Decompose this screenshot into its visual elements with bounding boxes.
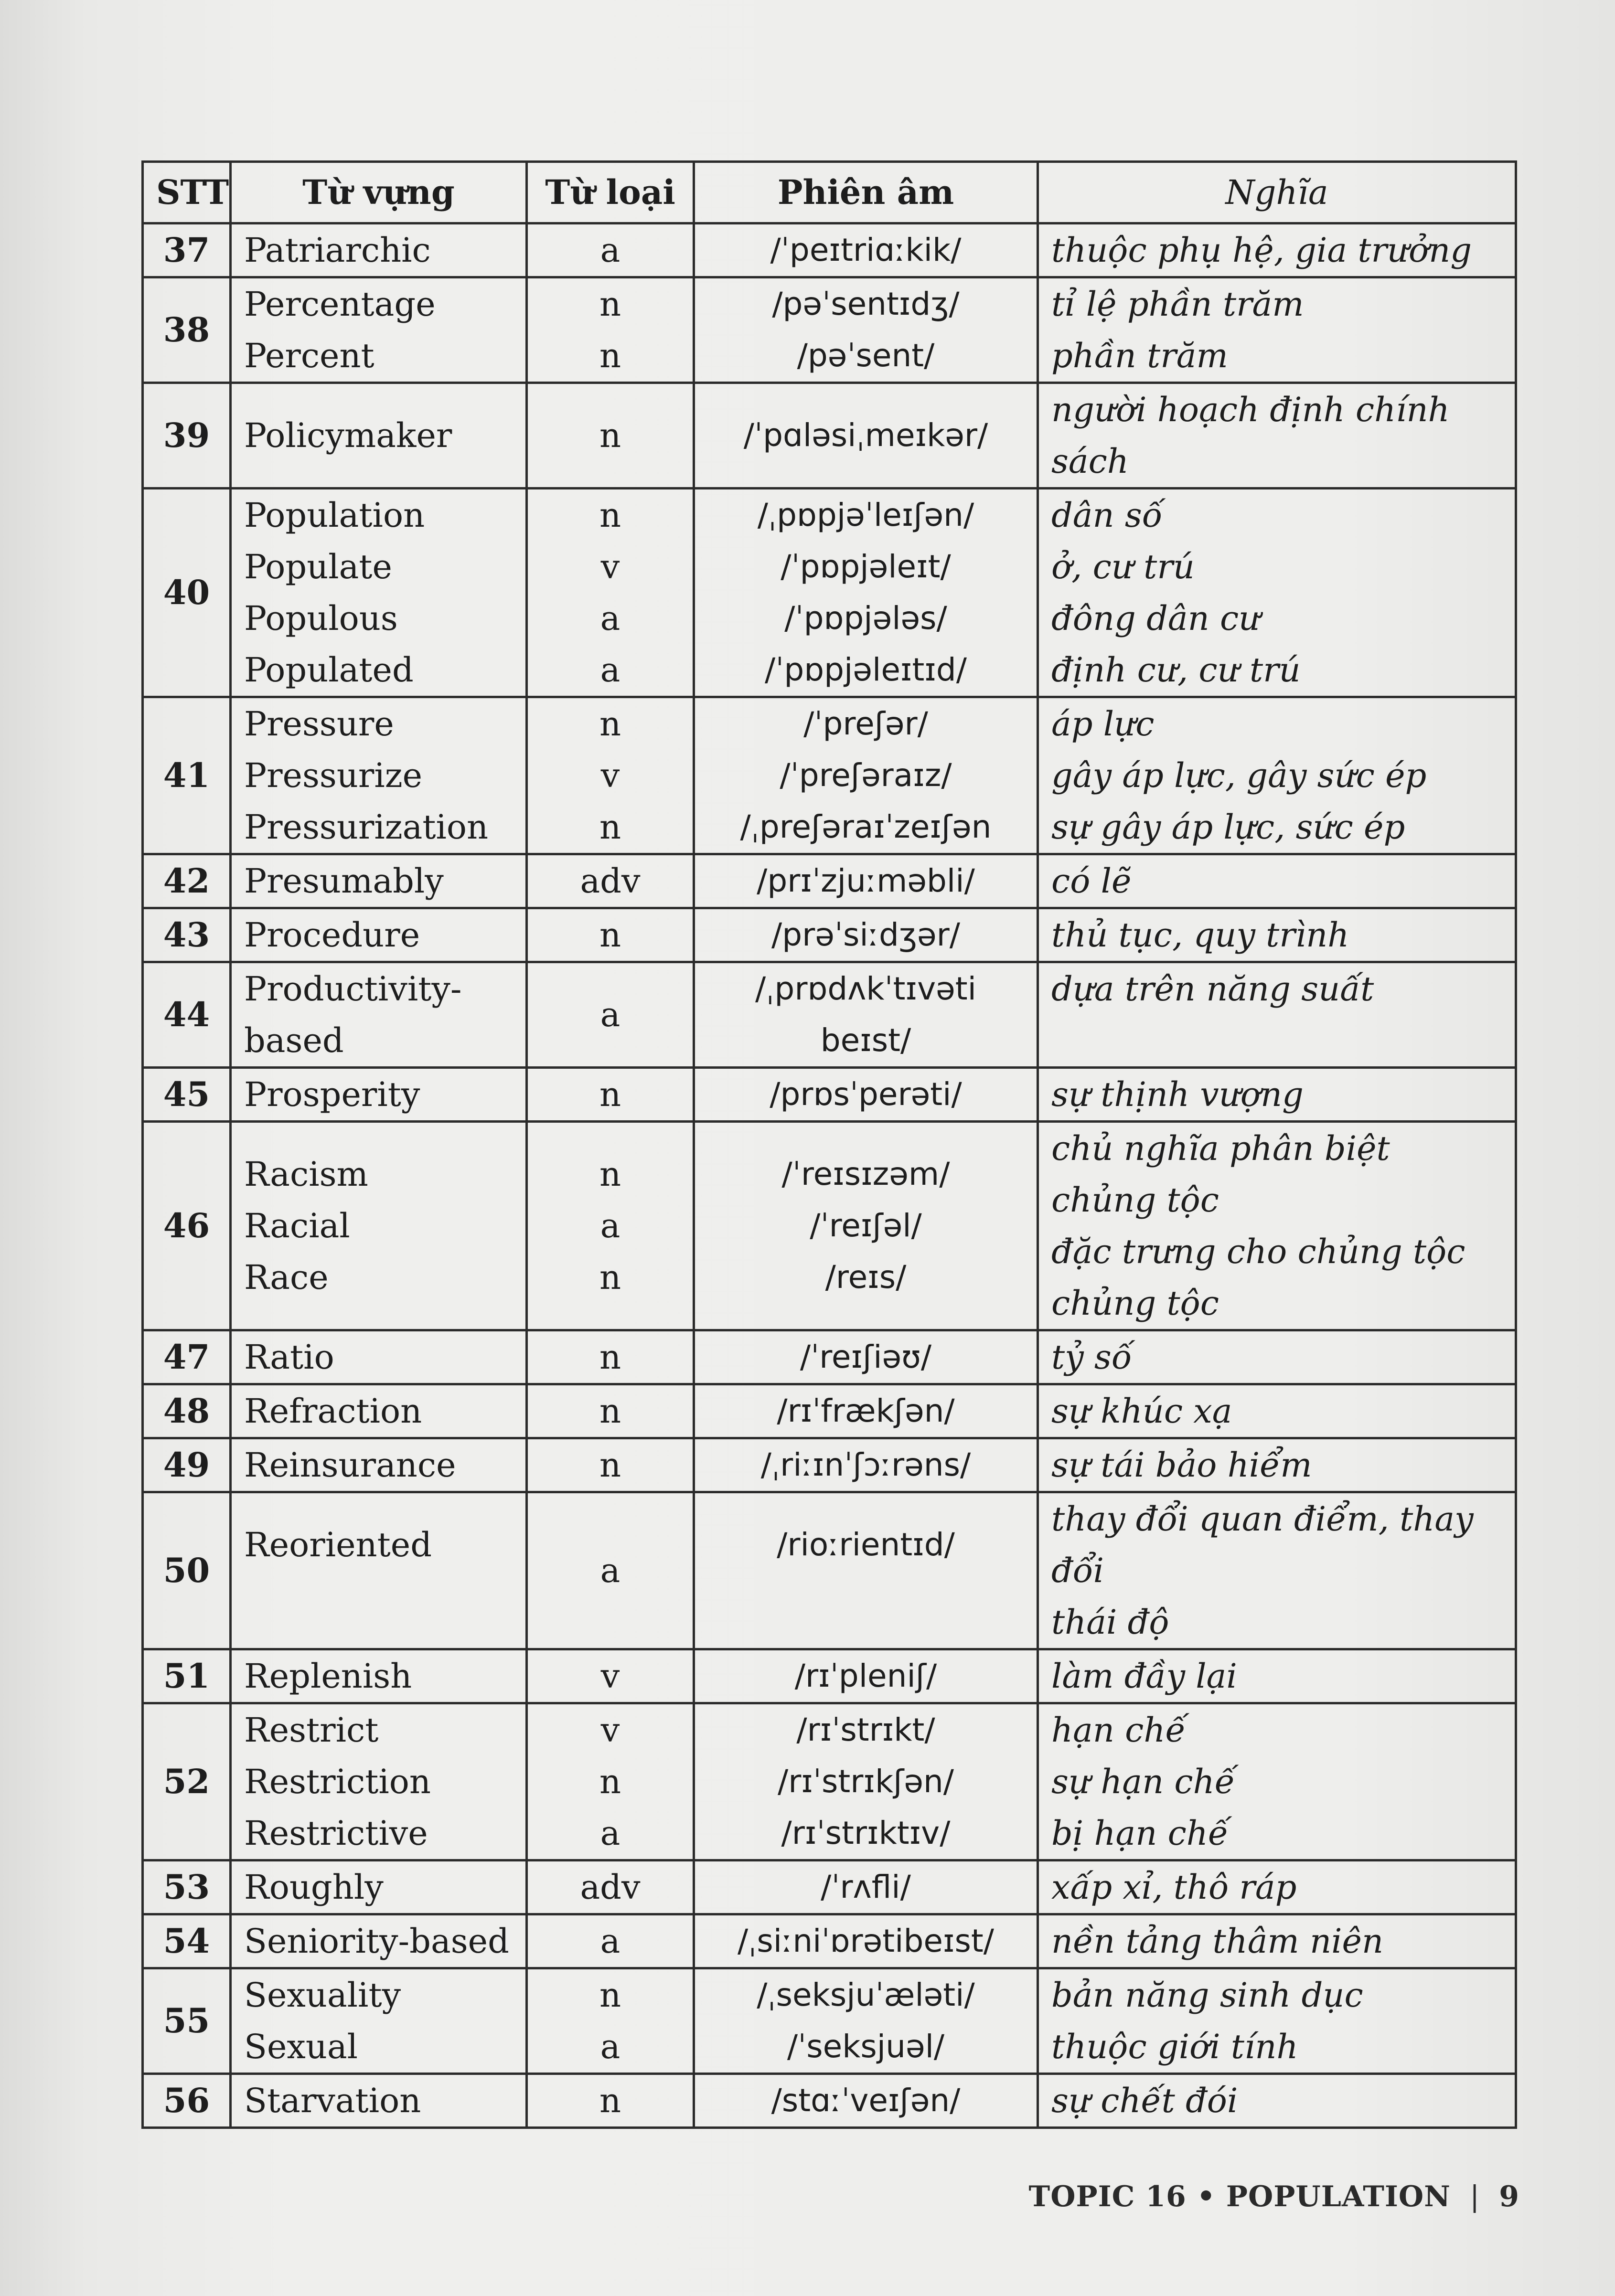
vocab-word: Roughly: [244, 1868, 384, 1907]
word-type: n: [599, 416, 621, 455]
word-type: v: [600, 1657, 620, 1696]
word-type: adv: [580, 1868, 641, 1907]
word-type: adv: [580, 861, 641, 901]
table-row: [143, 489, 1516, 697]
vocab-word-cell: [231, 2074, 527, 2128]
word-type-cell: [527, 1703, 694, 1860]
row-number: 42: [143, 854, 231, 908]
meaning-cell: [1038, 854, 1516, 908]
meaning: đông dân cư: [1051, 599, 1261, 638]
header-word-type: Từ loại: [527, 162, 694, 223]
word-type-cell: [527, 1492, 694, 1649]
vocab-word: Populated: [244, 650, 414, 690]
word-type-cell: [527, 1122, 694, 1330]
meaning-cell: [1038, 1438, 1516, 1492]
pronunciation: /ˈseksjuəl/: [787, 2028, 945, 2065]
meaning-cell: [1038, 908, 1516, 962]
word-type-cell: [527, 1649, 694, 1703]
vocab-word: Procedure: [244, 915, 420, 955]
vocab-word: Starvation: [244, 2081, 421, 2120]
vocab-word: Pressurization: [244, 808, 489, 847]
row-number: 55: [143, 1968, 231, 2074]
table-row: [143, 383, 1516, 489]
pronunciation-cell: [694, 223, 1038, 277]
vocab-word: Reinsurance: [244, 1446, 456, 1485]
meaning: nền tảng thâm niên: [1051, 1922, 1384, 1961]
row-number: 56: [143, 2074, 231, 2128]
pronunciation: /rioːrientɪd/: [777, 1526, 955, 1563]
row-number: 47: [143, 1330, 231, 1384]
pronunciation: /ˌseksjuˈæləti/: [757, 1977, 975, 2013]
row-number: 44: [143, 962, 231, 1068]
meaning: gây áp lực, gây sức ép: [1051, 756, 1427, 795]
vocab-word: Ratio: [244, 1338, 334, 1377]
table-row: [143, 1968, 1516, 2074]
word-type: n: [599, 496, 621, 535]
meaning: định cư, cư trú: [1051, 650, 1301, 690]
word-type-cell: [527, 908, 694, 962]
word-type: n: [599, 1762, 621, 1801]
word-type: n: [599, 1155, 621, 1194]
vocab-word: Prosperity: [244, 1075, 420, 1114]
pronunciation: /rɪˈpleniʃ/: [794, 1658, 937, 1694]
table-row: [143, 1492, 1516, 1649]
meaning-cell: [1038, 1703, 1516, 1860]
pronunciation: /prəˈsiːdʒər/: [771, 916, 960, 953]
pronunciation: /ˌpɒpjəˈleɪʃən/: [757, 497, 974, 533]
page-footer: [1029, 2180, 1519, 2213]
pronunciation-cell: [694, 1068, 1038, 1122]
row-number: 45: [143, 1068, 231, 1122]
vocab-word-cell: [231, 854, 527, 908]
row-number: 41: [143, 697, 231, 854]
word-type: n: [599, 808, 621, 847]
pronunciation-cell: [694, 962, 1038, 1068]
word-type: a: [600, 231, 620, 270]
vocabulary-table: [141, 160, 1517, 2129]
word-type: a: [600, 1922, 620, 1961]
word-type: n: [599, 1976, 621, 2015]
pronunciation-cell: [694, 1914, 1038, 1968]
pronunciation-cell: [694, 489, 1038, 697]
table-header-row: [143, 162, 1516, 223]
pronunciation: /rɪˈstrɪktɪv/: [781, 1815, 951, 1851]
vocab-word: Restrictive: [244, 1814, 428, 1853]
table-row: [143, 1068, 1516, 1122]
vocab-word-cell: [231, 1968, 527, 2074]
header-meaning: Nghĩa: [1038, 162, 1516, 223]
vocab-word: Seniority-based: [244, 1922, 509, 1961]
row-number: 39: [143, 383, 231, 489]
vocab-word-cell: [231, 697, 527, 854]
word-type: a: [600, 995, 620, 1034]
pronunciation-cell: [694, 1649, 1038, 1703]
word-type: a: [600, 1206, 620, 1245]
word-type: n: [599, 704, 621, 744]
vocab-word: Race: [244, 1258, 329, 1297]
word-type-cell: [527, 383, 694, 489]
word-type: n: [599, 915, 621, 955]
table-body: [143, 223, 1516, 2128]
word-type: a: [600, 1551, 620, 1590]
meaning: hạn chế: [1051, 1711, 1186, 1750]
meaning-cell: [1038, 962, 1516, 1068]
meaning-cell: [1038, 1384, 1516, 1438]
vocab-word: Sexuality: [244, 1976, 401, 2015]
meaning: chủ nghĩa phân biệt chủng tộc: [1051, 1129, 1390, 1220]
table-row: [143, 1703, 1516, 1860]
table-row: [143, 854, 1516, 908]
pronunciation: /rɪˈstrɪkʃən/: [777, 1763, 954, 1800]
word-type-cell: [527, 697, 694, 854]
word-type-cell: [527, 277, 694, 383]
table-row: [143, 2074, 1516, 2128]
meaning: sự chết đói: [1051, 2081, 1238, 2120]
vocab-word-continued: [244, 1571, 513, 1622]
pronunciation-cell: [694, 1330, 1038, 1384]
vocab-word: Refraction: [244, 1392, 422, 1431]
pronunciation-cell: [694, 908, 1038, 962]
row-number: 43: [143, 908, 231, 962]
page-number: 9: [1499, 2180, 1519, 2213]
word-type: a: [600, 2027, 620, 2066]
pronunciation-cell: [694, 1968, 1038, 2074]
meaning-continued: [1051, 1015, 1502, 1066]
meaning-cell: [1038, 1860, 1516, 1914]
vocab-word: Reoriented: [244, 1525, 432, 1564]
pronunciation: /ˈpɒpjəleɪt/: [781, 548, 951, 585]
meaning: thuộc giới tính: [1051, 2027, 1298, 2066]
pronunciation: /ˌprɒdʌkˈtɪvəti: [755, 970, 976, 1007]
pronunciation: /ˈrʌfli/: [821, 1869, 911, 1905]
word-type-cell: [527, 854, 694, 908]
pronunciation: /pəˈsent/: [797, 337, 935, 374]
row-number: 50: [143, 1492, 231, 1649]
pronunciation: /ˈpɒpjələs/: [784, 600, 947, 637]
pronunciation: /pəˈsentɪdʒ/: [772, 286, 960, 322]
vocab-word: Restriction: [244, 1762, 431, 1801]
word-type: n: [599, 1446, 621, 1485]
pronunciation: /rɪˈstrɪkt/: [796, 1711, 935, 1748]
row-number: 48: [143, 1384, 231, 1438]
meaning-cell: [1038, 1649, 1516, 1703]
meaning-cell: [1038, 697, 1516, 854]
vocab-word-cell: [231, 1438, 527, 1492]
row-number: 51: [143, 1649, 231, 1703]
word-type-cell: [527, 1384, 694, 1438]
header-word: Từ vựng: [231, 162, 527, 223]
pronunciation: /ˈreɪʃiəʊ/: [800, 1339, 932, 1375]
vocab-word-cell: [231, 1703, 527, 1860]
pronunciation: /prɪˈzjuːməbli/: [757, 862, 975, 899]
vocab-word: Pressure: [244, 704, 394, 744]
word-type-cell: [527, 223, 694, 277]
word-type: n: [599, 1258, 621, 1297]
row-number: 37: [143, 223, 231, 277]
table-row: [143, 1438, 1516, 1492]
word-type-cell: [527, 1914, 694, 1968]
vocab-word: Patriarchic: [244, 231, 431, 270]
meaning-cell: [1038, 1068, 1516, 1122]
pronunciation: /rɪˈfrækʃən/: [777, 1392, 955, 1429]
vocab-word: Populate: [244, 547, 392, 586]
vocab-word: Replenish: [244, 1657, 412, 1696]
pronunciation-continued: beɪst/: [820, 1022, 911, 1059]
pronunciation-cell: [694, 697, 1038, 854]
pronunciation-continued: [707, 1571, 1024, 1622]
word-type: n: [599, 1075, 621, 1114]
word-type: v: [600, 756, 620, 795]
vocab-word-cell: [231, 1384, 527, 1438]
word-type-cell: [527, 1330, 694, 1384]
word-type: a: [600, 1814, 620, 1853]
pronunciation: /ˈreɪsɪzəm/: [781, 1156, 950, 1192]
meaning-cell: [1038, 1914, 1516, 1968]
pronunciation: /ˈreɪʃəl/: [810, 1207, 922, 1244]
meaning-cell: [1038, 489, 1516, 697]
pronunciation-cell: [694, 1384, 1038, 1438]
vocab-word: Restrict: [244, 1711, 379, 1750]
vocab-word-cell: [231, 1492, 527, 1649]
meaning: sự thịnh vượng: [1051, 1075, 1304, 1114]
pronunciation-cell: [694, 1122, 1038, 1330]
pronunciation: /ˈpɑləsiˌmeɪkər/: [743, 417, 988, 454]
table-row: [143, 1914, 1516, 1968]
row-number: 54: [143, 1914, 231, 1968]
vocab-word: Presumably: [244, 861, 444, 901]
pronunciation-cell: [694, 2074, 1038, 2128]
table-row: [143, 908, 1516, 962]
vocab-word: Racism: [244, 1155, 368, 1194]
word-type: n: [599, 1392, 621, 1431]
word-type-cell: [527, 489, 694, 697]
pronunciation-cell: [694, 383, 1038, 489]
vocab-word-cell: [231, 962, 527, 1068]
meaning-cell: [1038, 1492, 1516, 1649]
meaning: sự tái bảo hiểm: [1051, 1446, 1312, 1485]
table-row: [143, 1330, 1516, 1384]
vocab-word-cell: [231, 277, 527, 383]
meaning-cell: [1038, 383, 1516, 489]
meaning: thuộc phụ hệ, gia trưởng: [1051, 231, 1472, 270]
pronunciation: /prɒsˈperəti/: [770, 1076, 962, 1113]
pronunciation-cell: [694, 1492, 1038, 1649]
word-type: a: [600, 650, 620, 690]
meaning: đặc trưng cho chủng tộc: [1051, 1232, 1465, 1271]
row-number: 52: [143, 1703, 231, 1860]
row-number: 46: [143, 1122, 231, 1330]
pronunciation-cell: [694, 1438, 1038, 1492]
pronunciation: /ˈpeɪtriɑːkik/: [770, 232, 962, 268]
meaning: người hoạch định chính sách: [1051, 390, 1450, 481]
vocab-word: Sexual: [244, 2027, 358, 2066]
meaning-cell: [1038, 1330, 1516, 1384]
table-row: [143, 277, 1516, 383]
vocab-word: Racial: [244, 1206, 350, 1245]
word-type: v: [600, 547, 620, 586]
pronunciation-cell: [694, 1703, 1038, 1860]
word-type-cell: [527, 962, 694, 1068]
meaning: sự khúc xạ: [1051, 1392, 1232, 1431]
word-type: n: [599, 336, 621, 375]
vocab-word-cell: [231, 1068, 527, 1122]
vocab-word-cell: [231, 1914, 527, 1968]
pronunciation: /ˌpreʃəraɪˈzeɪʃən: [740, 808, 992, 845]
footer-separator: |: [1470, 2180, 1480, 2213]
meaning: sự gây áp lực, sức ép: [1051, 808, 1405, 847]
table-row: [143, 962, 1516, 1068]
pronunciation: /stɑːˈveɪʃən/: [771, 2082, 961, 2119]
word-type: n: [599, 1338, 621, 1377]
table-row: [143, 697, 1516, 854]
row-number: 40: [143, 489, 231, 697]
pronunciation: /ˌsiːniˈɒrətibeɪst/: [737, 1923, 995, 1959]
vocab-word: Percentage: [244, 285, 436, 324]
word-type-cell: [527, 1068, 694, 1122]
meaning: tỷ số: [1051, 1338, 1132, 1377]
vocab-word: Population: [244, 496, 425, 535]
vocab-word-cell: [231, 1330, 527, 1384]
table-row: [143, 1122, 1516, 1330]
meaning: ở, cư trú: [1051, 547, 1195, 586]
vocab-word-cell: [231, 1649, 527, 1703]
pronunciation: /ˈpreʃəraɪz/: [780, 757, 952, 794]
meaning: áp lực: [1051, 704, 1155, 744]
vocab-word: Percent: [244, 336, 374, 375]
header-stt: STT: [143, 162, 231, 223]
meaning: chủng tộc: [1051, 1284, 1219, 1323]
vocab-word-cell: [231, 383, 527, 489]
meaning-cell: [1038, 1122, 1516, 1330]
word-type-cell: [527, 1438, 694, 1492]
vocab-word: Populous: [244, 599, 398, 638]
word-type-cell: [527, 2074, 694, 2128]
table-row: [143, 223, 1516, 277]
pronunciation: /ˌriːɪnˈʃɔːrəns/: [760, 1446, 971, 1483]
vocab-word-continued: based: [244, 1021, 344, 1060]
table-row: [143, 1649, 1516, 1703]
meaning: tỉ lệ phần trăm: [1051, 285, 1304, 324]
pronunciation-cell: [694, 854, 1038, 908]
meaning: dựa trên năng suất: [1051, 969, 1374, 1009]
row-number: 38: [143, 277, 231, 383]
word-type: n: [599, 285, 621, 324]
row-number: 49: [143, 1438, 231, 1492]
meaning-cell: [1038, 277, 1516, 383]
vocab-word-cell: [231, 489, 527, 697]
pronunciation: /reɪs/: [825, 1259, 907, 1296]
word-type-cell: [527, 1968, 694, 2074]
table-row: [143, 1860, 1516, 1914]
meaning-cell: [1038, 1968, 1516, 2074]
row-number: 53: [143, 1860, 231, 1914]
table-row: [143, 1384, 1516, 1438]
meaning-continued: thái độ: [1051, 1603, 1169, 1642]
meaning: bản năng sinh dục: [1051, 1976, 1363, 2015]
vocab-word: Policymaker: [244, 416, 452, 455]
pronunciation: /ˈpɒpjəleɪtɪd/: [764, 651, 967, 688]
meaning: có lẽ: [1051, 861, 1132, 901]
meaning: thay đổi quan điểm, thay đổi: [1051, 1499, 1474, 1590]
vocab-word: Pressurize: [244, 756, 423, 795]
meaning: thủ tục, quy trình: [1051, 915, 1349, 955]
vocab-word-cell: [231, 223, 527, 277]
meaning: sự hạn chế: [1051, 1762, 1235, 1801]
vocab-word: Productivity-: [244, 969, 462, 1009]
meaning: xấp xỉ, thô ráp: [1051, 1868, 1297, 1907]
word-type: v: [600, 1711, 620, 1750]
vocab-word-cell: [231, 1860, 527, 1914]
pronunciation-cell: [694, 277, 1038, 383]
word-type: n: [599, 2081, 621, 2120]
pronunciation-cell: [694, 1860, 1038, 1914]
meaning: bị hạn chế: [1051, 1814, 1229, 1853]
meaning: làm đầy lại: [1051, 1657, 1237, 1696]
meaning: phần trăm: [1051, 336, 1228, 375]
pronunciation: /ˈpreʃər/: [803, 705, 928, 742]
word-type: a: [600, 599, 620, 638]
meaning-cell: [1038, 2074, 1516, 2128]
vocab-word-cell: [231, 1122, 527, 1330]
meaning: dân số: [1051, 496, 1163, 535]
vocab-word-cell: [231, 908, 527, 962]
header-pronunciation: Phiên âm: [694, 162, 1038, 223]
footer-topic: TOPIC 16 • POPULATION: [1028, 2180, 1451, 2213]
word-type-cell: [527, 1860, 694, 1914]
meaning-cell: [1038, 223, 1516, 277]
